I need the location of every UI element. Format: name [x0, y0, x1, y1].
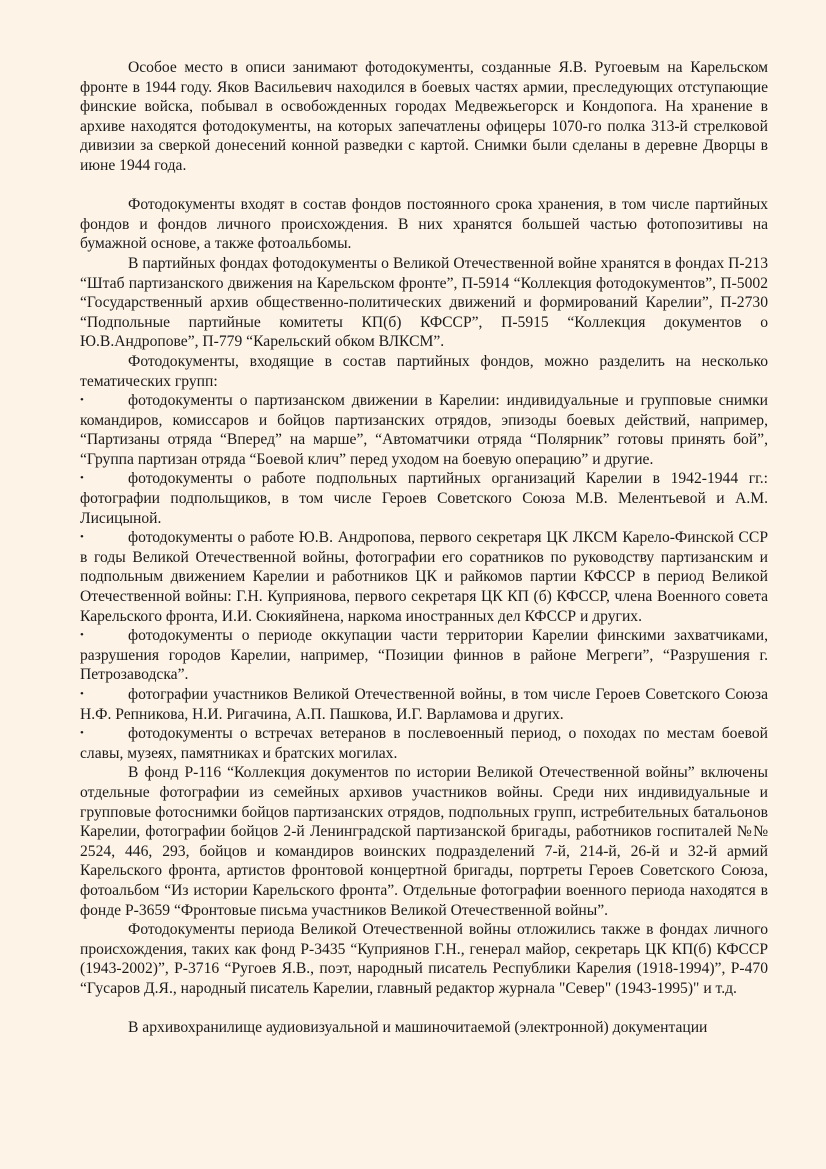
paragraph-party-fonds: В партийных фондах фотодокументы о Великой Отечественной войне хранятся в фондах П-213 “Штаб партизанского движения на Карельском фронте”, П-5914 “Коллекция фотодокументов”, П-5002 “Государственный архив общественно-политических движений и формирований Карелии”, П-2730 “Подпольные партийные комитеты КП(б) КФССР”, П-5915 “Коллекция документов о Ю.В.Андропове”, П-779 “Карельский обком ВЛКСМ”.	[80, 254, 768, 351]
bullet-marker: •	[80, 394, 84, 407]
bullet-marker: •	[80, 727, 84, 740]
list-item	[80, 391, 768, 469]
list-item-text: фотодокументы о работе подпольных партийных организаций Карелии в 1942-1944 гг.: фотографии подпольщиков, в том числе Героев Советского Союза М.В. Мелентьевой и А.М. Лисицыной.	[80, 470, 768, 527]
paragraph-gap	[80, 176, 768, 196]
list-item-text: фотодокументы о периоде оккупации части территории Карелии финскими захватчиками, разрушения городов Карелии, например, “Позиции финнов в районе Мегреги”, “Разрушения г. Петрозаводска”.	[80, 627, 768, 684]
paragraph-gap	[80, 999, 768, 1019]
paragraph-av-archive: В архивохранилище аудиовизуальной и машиночитаемой (электронной) документации	[128, 1019, 708, 1037]
list-item	[80, 724, 768, 763]
list-item-text: фотодокументы о партизанском движении в Карелии: индивидуальные и групповые снимки командиров, комиссаров и бойцов партизанских отрядов, эпизоды боевых действий, например, “Партизаны отряда “Вперед” на марше”, “Автоматчики отряда “Полярник” готовы принять бой”, “Группа партизан отряда “Боевой клич” перед уходом на боевую операцию” и другие.	[80, 392, 768, 468]
list-item	[80, 469, 768, 528]
list-item-text: фотодокументы о встречах ветеранов в послевоенный период, о походах по местам боевой славы, музеях, памятниках и братских могилах.	[80, 725, 768, 762]
list-item-text: фотографии участников Великой Отечественной войны, в том числе Героев Советского Союза Н.Ф. Репникова, Н.И. Ригачина, А.П. Пашкова, И.Г. Варламова и других.	[80, 686, 768, 723]
list-item	[80, 685, 768, 724]
paragraph-rugoev-photos: Особое место в описи занимают фотодокументы, созданные Я.В. Ругоевым на Карельском фронте в 1944 году. Яков Васильевич находился в боевых частях армии, преследующих отступающие финские войска, побывал в освобожденных городах Медвежьегорск и Кондопога. На хранение в архиве находятся фотодокументы, на которых запечатлены офицеры 1070-го полка 313-й стрелковой дивизии за сверкой донесений конной разведки с картой. Снимки были сделаны в деревне Дворцы в июне 1944 года.	[80, 59, 768, 174]
paragraph-fond-r116: В фонд Р-116 “Коллекция документов по истории Великой Отечественной войны” включены отдельные фотографии из семейных архивов участников войны. Среди них индивидуальные и групповые фотоснимки бойцов партизанских отрядов, подпольных групп, истребительных батальонов Карелии, фотографии бойцов 2-й Ленинградской партизанской бригады, работников госпиталей №№ 2524, 446, 293, бойцов и командиров воинских подразделений 7-й, 214-й, 26-й и 32-й армий Карельского фронта, артистов фронтовой концертной бригады, портреты Героев Советского Союза, фотоальбом “Из истории Карельского фронта”. Отдельные фотографии военного периода находятся в фонде Р-3659 “Фронтовые письма участников Великой Отечественной войны”.	[80, 764, 768, 919]
list-item	[80, 528, 768, 626]
paragraph-thematic-groups: Фотодокументы, входящие в состав партийных фондов, можно разделить на несколько тематических групп:	[80, 352, 768, 390]
list-item-text: фотодокументы о работе Ю.В. Андропова, первого секретаря ЦК ЛКСМ Карело-Финской ССР в годы Великой Отечественной войны, фотографии его соратников по руководству партизанским и подпольным движением Карелии и работников ЦК и райкомов партии КФССР в период Великой Отечественной войны: Г.Н. Куприянова, первого секретаря ЦК КП (б) КФССР, члена Военного совета Карельского фронта, И.И. Сюкияйнена, наркома иностранных дел КФССР и других.	[80, 529, 768, 625]
bullet-marker: •	[80, 531, 84, 544]
bullet-marker: •	[80, 688, 84, 700]
list-item	[80, 626, 768, 685]
paragraph-personal-fonds: Фотодокументы периода Великой Отечественной войны отложились также в фондах личного происхождения, таких как фонд Р-3435 “Куприянов Г.Н., генерал майор, секретарь ЦК КП(б) КФССР (1943-2002)”, Р-3716 “Ругоев Я.В., поэт, народный писатель Республики Карелия (1918-1994)”, Р-470 “Гусаров Д.Я., народный писатель Карелии, главный редактор журнала "Север" (1943-1995)" и т.д.	[80, 921, 768, 997]
bullet-marker: •	[80, 472, 84, 485]
bullet-marker: •	[80, 629, 84, 642]
paragraph-photo-fonds: Фотодокументы входят в состав фондов постоянного срока хранения, в том числе партийных фондов и фондов личного происхождения. В них хранятся большей частью фотопозитивы на бумажной основе, а также фотоальбомы.	[80, 196, 768, 253]
